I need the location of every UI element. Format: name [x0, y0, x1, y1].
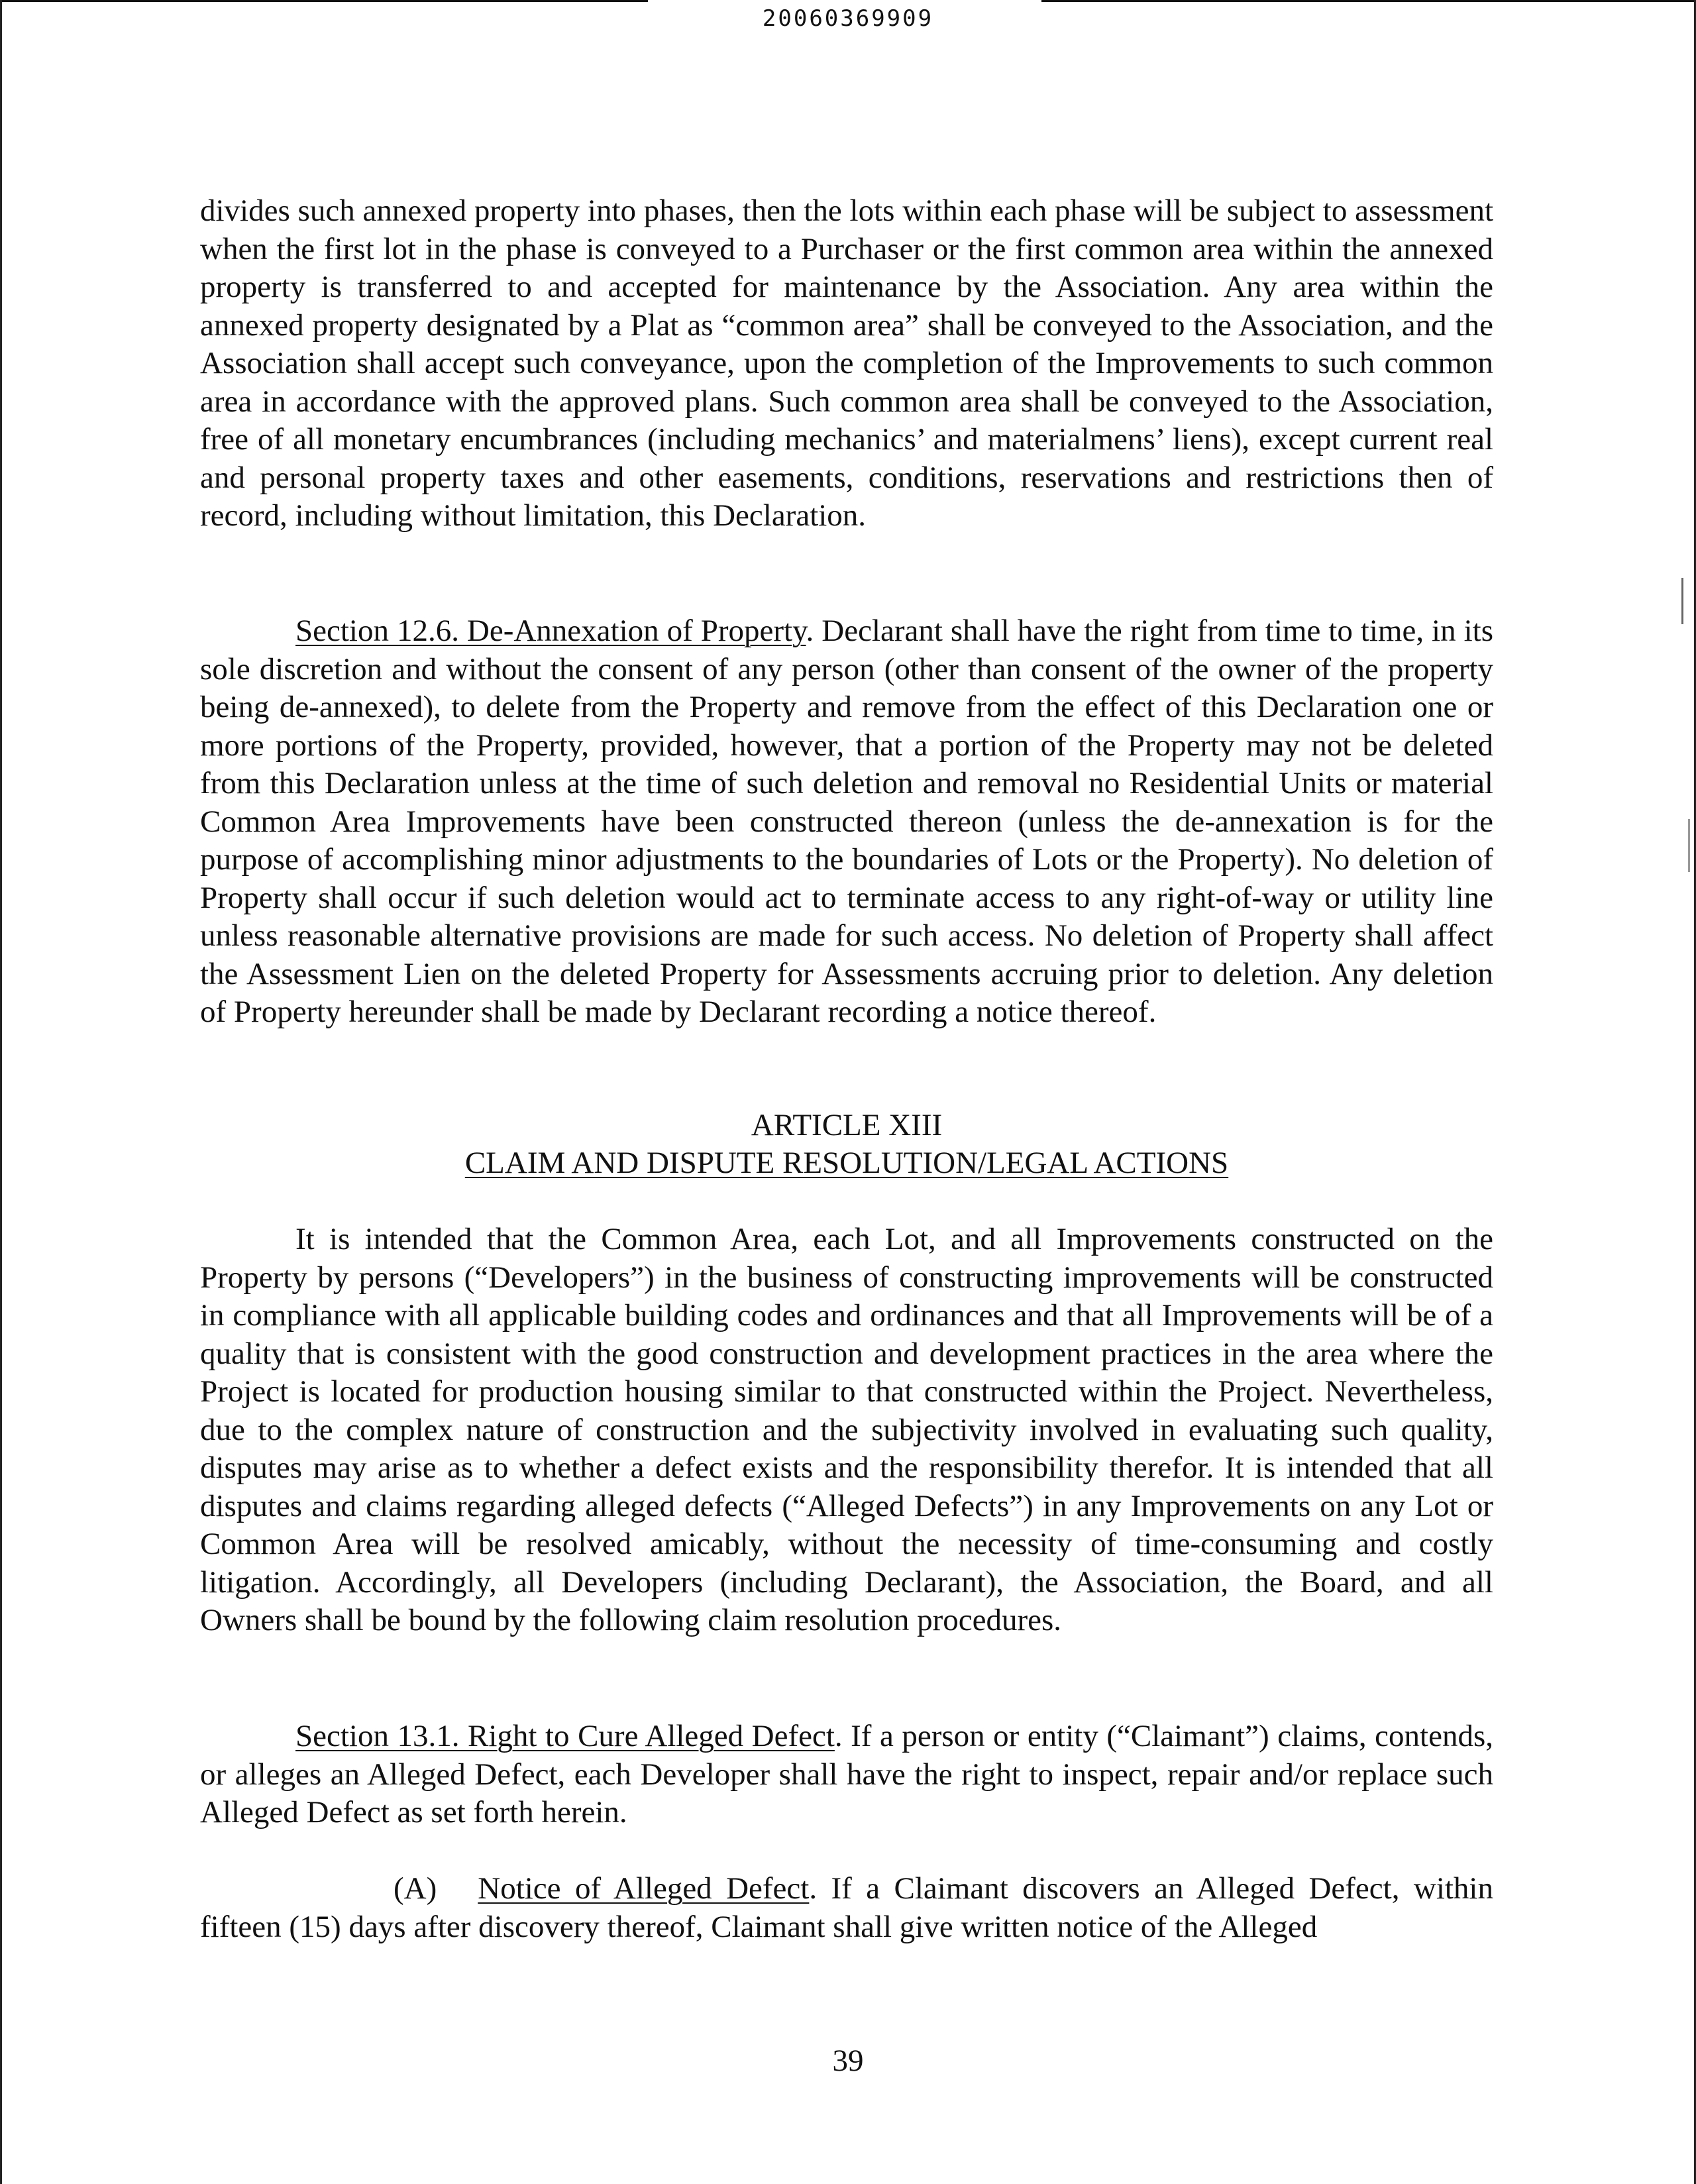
article-title-text: CLAIM AND DISPUTE RESOLUTION/LEGAL ACTIONS: [464, 1146, 1229, 1180]
subsection-a-body: . If a Claimant discovers an Alleged Defect, within fifteen (15) days after discovery thereof, Claimant shall give written notice of the Alleged: [200, 1871, 1493, 1944]
article-title: [200, 1144, 1493, 1183]
scan-margin-mark: [1681, 578, 1683, 624]
article-intro-paragraph: It is intended that the Common Area, each Lot, and all Improvements constructed on the Property by persons (“Developers”) in the business of constructing improvements will be constructed in compliance with all applicable building codes and ordinances and that all Improvements will be of a quality that is consistent with the good construction and development practices in the area where the Project is located for production housing similar to that constructed within the Project. Nevertheless, due to the complex nature of construction and the subjectivity involved in evaluating such quality, disputes may arise as to whether a defect exists and the responsibility therefor. It is intended that all disputes and claims regarding alleged defects (“Alleged Defects”) in any Improvements on any Lot or Common Area will be resolved amicably, without the necessity of time-consuming and costly litigation. Accordingly, all Developers (including Declarant), the Association, the Board, and all Owners shall be bound by the following claim resolution procedures.: [200, 1222, 1493, 1637]
subsection-a-label: (A): [394, 1871, 437, 1906]
section-13-1-paragraph: [200, 1718, 1493, 1832]
section-12-6-paragraph: [200, 612, 1493, 1032]
subsection-a-heading: Notice of Alleged Defect: [478, 1871, 810, 1906]
section-13-1-body: . If a person or entity (“Claimant”) claims, contends, or alleges an Alleged Defect, each Developer shall have the right to inspect, repair and/or replace such Alleged Defect as set forth herein.: [200, 1719, 1493, 1829]
top-rule-left: [0, 0, 648, 2]
page-number: 39: [832, 2044, 864, 2078]
section-13-1-heading: Section 13.1. Right to Cure Alleged Defect: [295, 1719, 835, 1753]
article-number: ARTICLE XIII: [751, 1108, 943, 1142]
section-12-6-heading: Section 12.6. De-Annexation of Property: [295, 614, 806, 648]
paragraph-annexation-continued: divides such annexed property into phases, then the lots within each phase will be subject to assessment when the first lot in the phase is conveyed to a Purchaser or the first common area within the annexed property is transferred to and accepted for maintenance by the Association. Any area within the annexed property designated by a Plat as “common area” shall be conveyed to the Association, and the Association shall accept such conveyance, upon the completion of the Improvements to such common area in accordance with the approved plans. Such common area shall be conveyed to the Association, free of all monetary encumbrances (including mechanics’ and materialmens’ liens), except current real and personal property taxes and other easements, conditions, reservations and restrictions then of record, including without limitation, this Declaration.: [200, 193, 1493, 533]
scan-edge-left: [0, 0, 2, 2184]
document-number: 20060369909: [762, 5, 934, 32]
section-12-6-body: . Declarant shall have the right from time to time, in its sole discretion and without the consent of any person (other than consent of the owner of the property being de-annexed), to delete from the Property and remove from the effect of this Declaration one or more portions of the Property, provided, however, that a portion of the Property may not be deleted from this Declaration unless at the time of such deletion and removal no Residential Units or material Common Area Improvements have been constructed thereon (unless the de-annexation is for the purpose of accomplishing minor adjustments to the boundaries of Lots or the Property). No deletion of Property shall occur if such deletion would act to terminate access to any right-of-way or utility line unless reasonable alternative provisions are made for such access. No deletion of Property shall affect the Assessment Lien on the deleted Property for Assessments accruing prior to deletion. Any deletion of Property hereunder shall be made by Declarant recording a notice thereof.: [200, 614, 1493, 1029]
scan-margin-mark: [1688, 819, 1690, 872]
subsection-a-paragraph: [200, 1870, 1493, 1946]
top-rule-right: [1041, 0, 1696, 2]
